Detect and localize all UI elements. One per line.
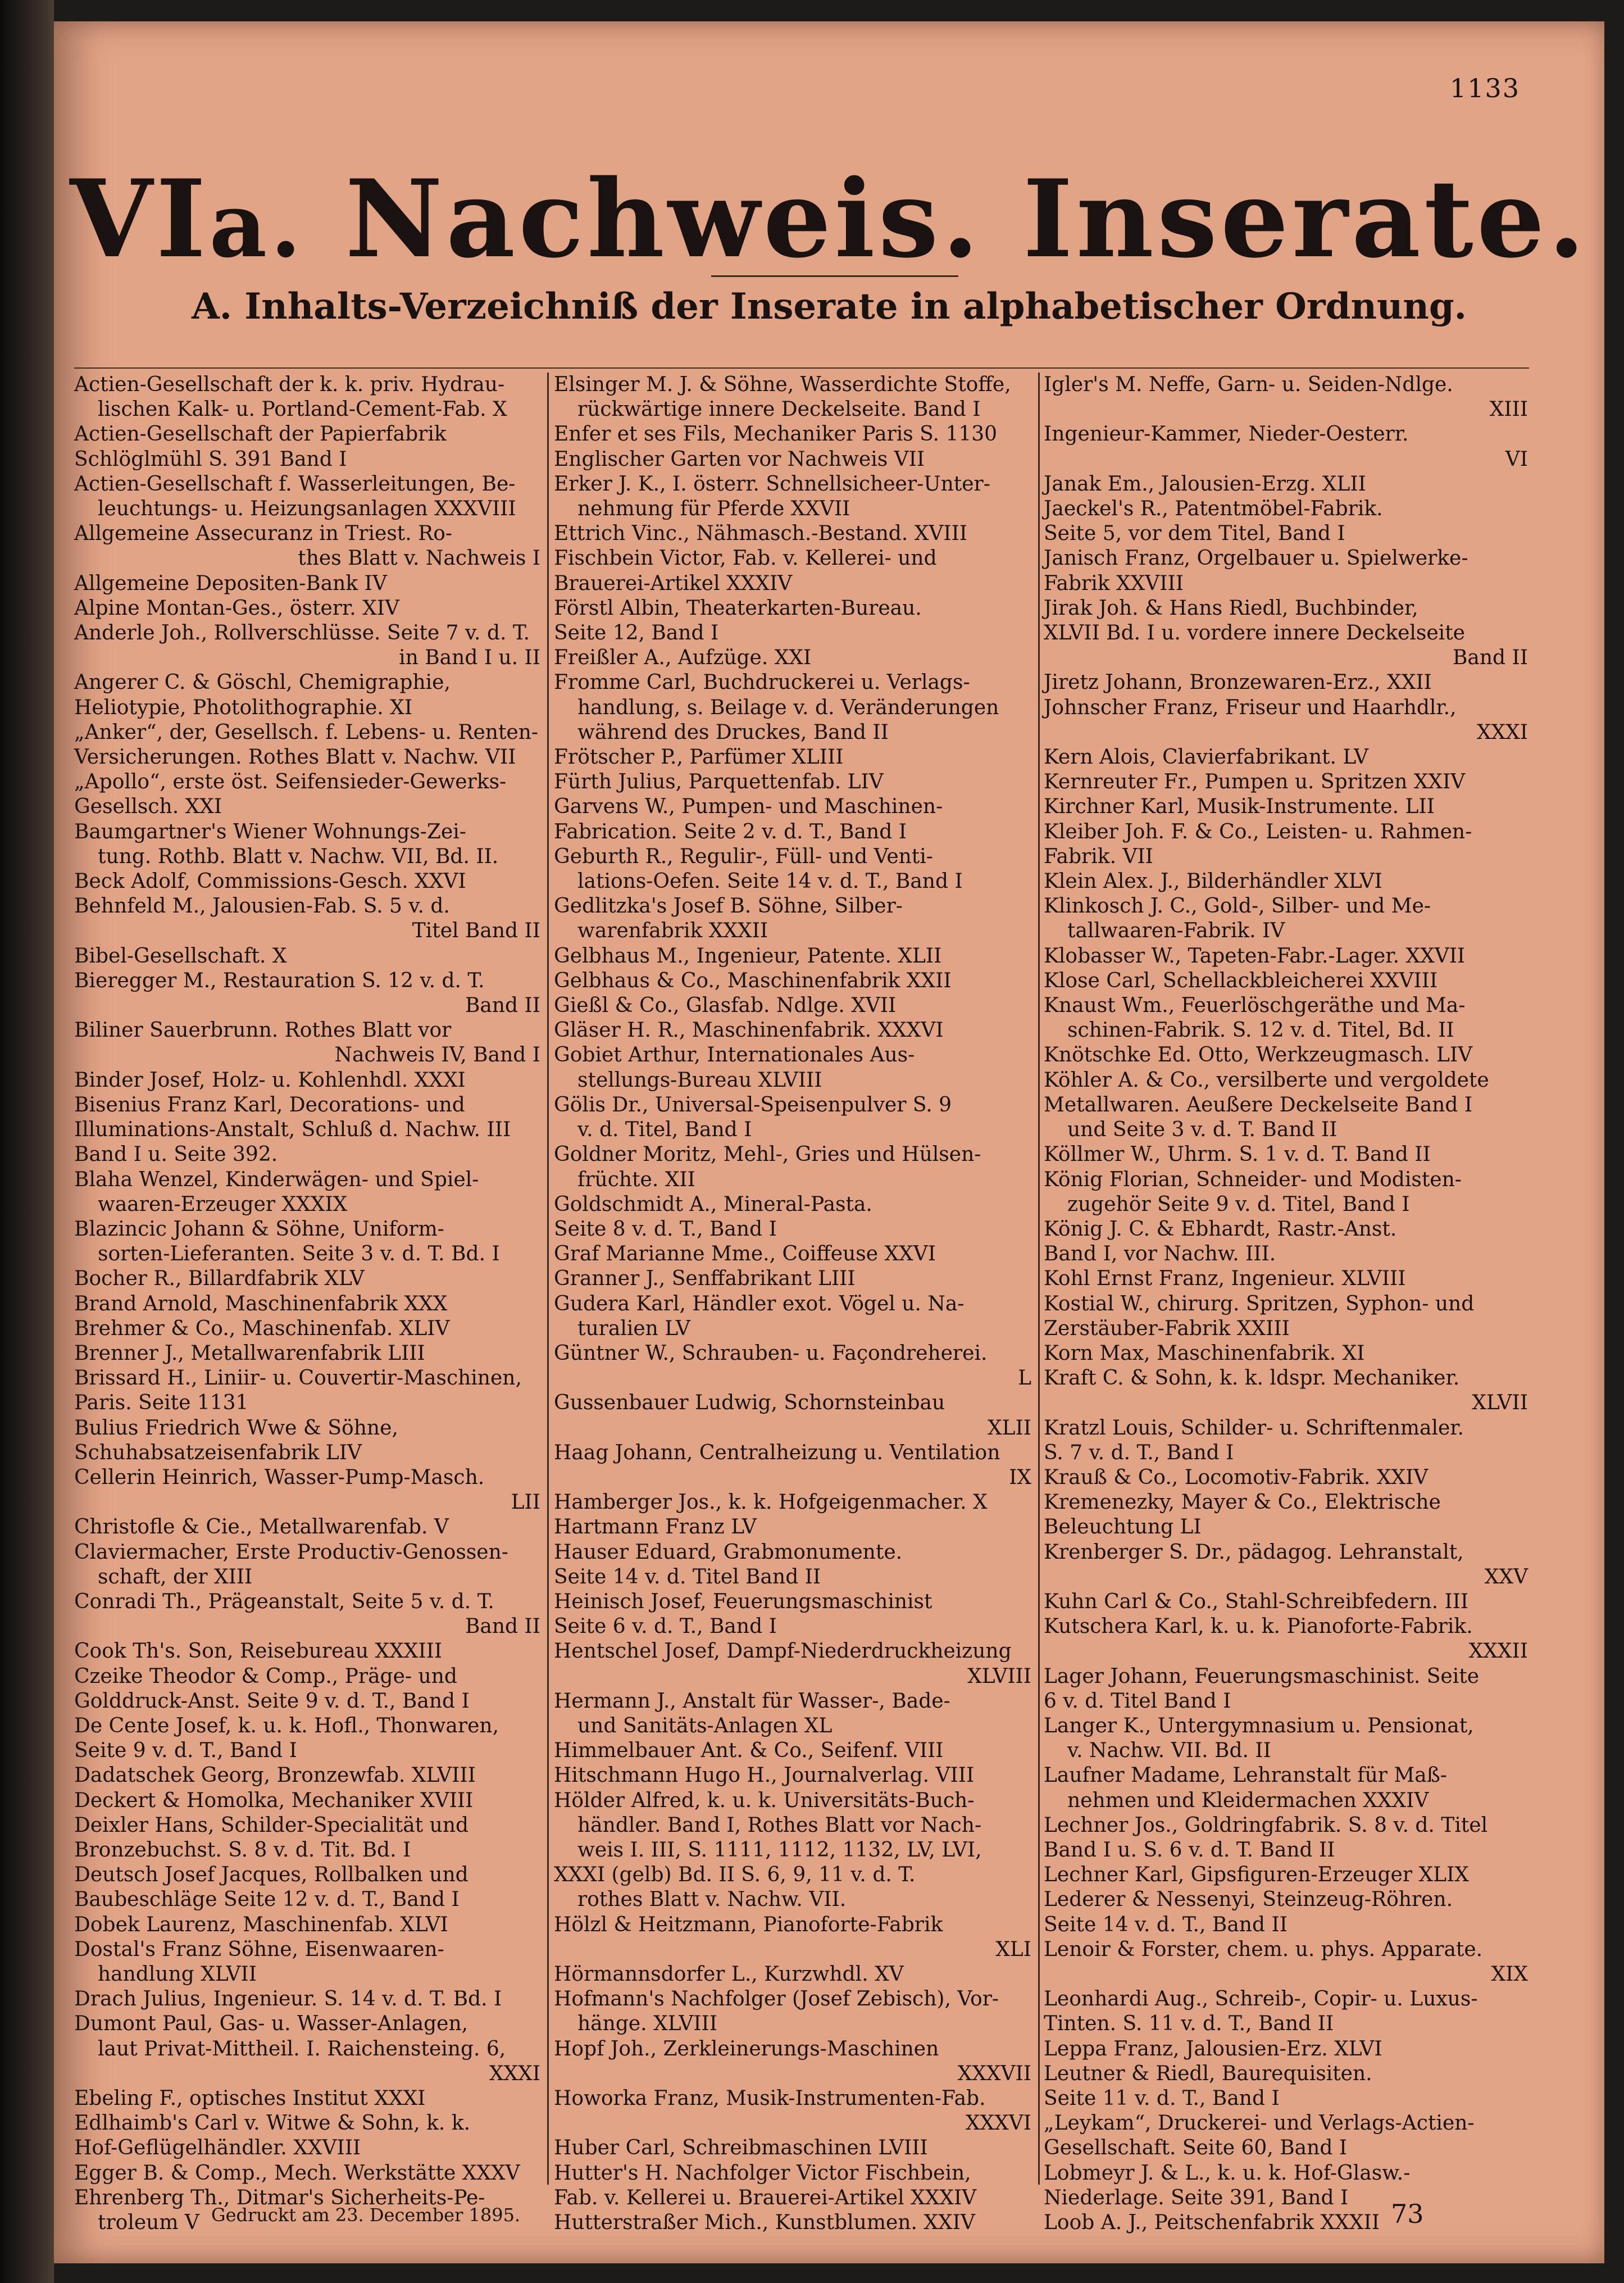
page bbox=[54, 21, 1604, 2263]
column-divider-2 bbox=[1038, 373, 1040, 2185]
index-line: Czeike Theodor & Comp., Präge- und bbox=[74, 1664, 457, 1688]
index-line: Laufner Madame, Lehranstalt für Maß- bbox=[1044, 1764, 1447, 1787]
index-line: Fabrik. VII bbox=[1044, 845, 1153, 868]
index-line: Knötschke Ed. Otto, Werkzeugmasch. LIV bbox=[1044, 1043, 1473, 1067]
index-line: waaren-Erzeuger XXXIX bbox=[98, 1192, 348, 1216]
index-line: Fürth Julius, Parquettenfab. LIV bbox=[554, 770, 884, 794]
index-line: Himmelbauer Ant. & Co., Seifenf. VIII bbox=[554, 1739, 944, 1763]
index-line: Band II bbox=[465, 1615, 540, 1639]
index-line: Klinkosch J. C., Gold-, Silber- und Me- bbox=[1044, 895, 1431, 918]
index-line: Bulius Friedrich Wwe & Söhne, bbox=[74, 1416, 398, 1440]
index-line: XXXVII bbox=[957, 2062, 1031, 2085]
index-line: Hof-Geflügelhändler. XXVIII bbox=[74, 2136, 361, 2160]
index-line: Gölis Dr., Universal-Speisenpulver S. 9 bbox=[554, 1093, 952, 1116]
index-line: Cellerin Heinrich, Wasser-Pump-Masch. bbox=[74, 1465, 485, 1489]
index-line: Jiretz Johann, Bronzewaren-Erz., XXII bbox=[1044, 671, 1432, 695]
index-line: Köllmer W., Uhrm. S. 1 v. d. T. Band II bbox=[1044, 1143, 1431, 1167]
index-line: Erker J. K., I. österr. Schnellsicheer-Unter- bbox=[554, 472, 990, 496]
index-line: weis I. III, S. 1111, 1112, 1132, LV, LVI, bbox=[577, 1838, 982, 1862]
index-line: schinen-Fabrik. S. 12 v. d. Titel, Bd. II bbox=[1067, 1019, 1454, 1042]
column-divider-1 bbox=[547, 373, 549, 2185]
index-line: Seite 9 v. d. T., Band I bbox=[74, 1739, 297, 1763]
index-line: Kraft C. & Sohn, k. k. ldspr. Mechaniker. bbox=[1044, 1367, 1460, 1390]
index-line: XLVII Bd. I u. vordere innere Deckelseite bbox=[1044, 621, 1465, 645]
index-line: Ehrenberg Th., Ditmar's Sicherheits-Pe- bbox=[74, 2186, 485, 2209]
index-line: Gläser H. R., Maschinenfabrik. XXXVI bbox=[554, 1019, 944, 1042]
index-line: während des Druckes, Band II bbox=[577, 720, 889, 744]
index-line: Gesellschaft. Seite 60, Band I bbox=[1044, 2136, 1348, 2160]
index-line: Dumont Paul, Gas- u. Wasser-Anlagen, bbox=[74, 2012, 468, 2036]
index-line: Blazincic Johann & Söhne, Uniform- bbox=[74, 1217, 444, 1241]
index-line: Illuminations-Anstalt, Schluß d. Nachw. III bbox=[74, 1118, 511, 1142]
index-line: Alpine Montan-Ges., österr. XIV bbox=[74, 596, 399, 620]
index-line: Hermann J., Anstalt für Wasser-, Bade- bbox=[554, 1689, 950, 1713]
index-line: Ettrich Vinc., Nähmasch.-Bestand. XVIII bbox=[554, 522, 968, 546]
index-line: Ingenieur-Kammer, Nieder-Oesterr. bbox=[1044, 423, 1409, 446]
index-line: Bronzebuchst. S. 8 v. d. Tit. Bd. I bbox=[74, 1838, 411, 1862]
index-line: XIII bbox=[1489, 398, 1528, 421]
index-line: XXXVI bbox=[965, 2112, 1031, 2135]
index-line: Kremenezky, Mayer & Co., Elektrische bbox=[1044, 1491, 1441, 1514]
print-date: Gedruckt am 23. December 1895. bbox=[211, 2204, 521, 2226]
index-line: Metallwaren. Aeußere Deckelseite Band I bbox=[1044, 1093, 1473, 1116]
index-line: Hörmannsdorfer L., Kurzwhdl. XV bbox=[554, 1963, 904, 1986]
index-line: VI bbox=[1505, 447, 1528, 471]
index-line: Angerer C. & Göschl, Chemigraphie, bbox=[74, 671, 451, 695]
index-line: Seite 6 v. d. T., Band I bbox=[554, 1615, 777, 1639]
index-line: nehmung für Pferde XXVII bbox=[577, 497, 850, 521]
index-line: Seite 14 v. d. Titel Band II bbox=[554, 1565, 821, 1588]
index-line: De Cente Josef, k. u. k. Hofl., Thonwaren, bbox=[74, 1714, 499, 1737]
index-line: v. Nachw. VII. Bd. II bbox=[1067, 1739, 1271, 1763]
index-line: Heinisch Josef, Feuerungsmaschinist bbox=[554, 1590, 932, 1613]
index-line: Haag Johann, Centralheizung u. Ventilation bbox=[554, 1441, 1000, 1464]
index-line: Seite 12, Band I bbox=[554, 621, 719, 645]
index-line: Bocher R., Billardfabrik XLV bbox=[74, 1267, 365, 1291]
index-line: LII bbox=[511, 1491, 540, 1514]
index-line: Güntner W., Schrauben- u. Façondreherei. bbox=[554, 1341, 988, 1365]
index-line: Seite 11 v. d. T., Band I bbox=[1044, 2087, 1280, 2110]
index-line: laut Privat-Mittheil. I. Raichensteing. 6, bbox=[98, 2037, 506, 2060]
index-line: Kern Alois, Clavierfabrikant. LV bbox=[1044, 746, 1369, 769]
index-line: Paris. Seite 1131 bbox=[74, 1391, 249, 1415]
index-line: Englischer Garten vor Nachweis VII bbox=[554, 447, 925, 471]
index-line: Tinten. S. 11 v. d. T., Band II bbox=[1044, 2012, 1334, 2036]
index-line: Knaust Wm., Feuerlöschgeräthe und Ma- bbox=[1044, 994, 1466, 1018]
index-line: Gobiet Arthur, Internationales Aus- bbox=[554, 1043, 915, 1067]
index-line: Beck Adolf, Commissions-Gesch. XXVI bbox=[74, 870, 466, 893]
index-line: Band I u. Seite 392. bbox=[74, 1143, 278, 1167]
index-line: warenfabrik XXXII bbox=[577, 919, 768, 943]
index-line: Deutsch Josef Jacques, Rollbalken und bbox=[74, 1863, 468, 1887]
index-line: sorten-Lieferanten. Seite 3 v. d. T. Bd. I bbox=[98, 1242, 500, 1266]
index-line: Brauerei-Artikel XXXIV bbox=[554, 571, 793, 595]
index-line: Drach Julius, Ingenieur. S. 14 v. d. T. Bd. I bbox=[74, 1987, 502, 2011]
index-line: Fab. v. Kellerei u. Brauerei-Artikel XXXIV bbox=[554, 2186, 977, 2209]
index-line: IX bbox=[1009, 1465, 1031, 1489]
index-line: Lobmeyr J. & L., k. u. k. Hof-Glasw.- bbox=[1044, 2161, 1411, 2185]
index-line: in Band I u. II bbox=[399, 646, 540, 670]
index-line: Janisch Franz, Orgelbauer u. Spielwerke- bbox=[1044, 547, 1468, 570]
index-line: Gelbhaus M., Ingenieur, Patente. XLII bbox=[554, 944, 942, 968]
index-line: S. 7 v. d. T., Band I bbox=[1044, 1441, 1234, 1464]
signature-mark: 73 bbox=[1391, 2199, 1424, 2229]
index-line: Schuhabsatzeisenfabrik LIV bbox=[74, 1441, 362, 1464]
index-line: Dostal's Franz Söhne, Eisenwaaren- bbox=[74, 1937, 444, 1961]
index-line: nehmen und Kleidermachen XXXIV bbox=[1067, 1789, 1429, 1812]
index-line: Band I u. S. 6 v. d. T. Band II bbox=[1044, 1838, 1335, 1862]
index-line: Klobasser W., Tapeten-Fabr.-Lager. XXVII bbox=[1044, 944, 1466, 968]
index-line: Brehmer & Co., Maschinenfab. XLIV bbox=[74, 1317, 450, 1340]
index-line: händler. Band I, Rothes Blatt vor Nach- bbox=[577, 1813, 982, 1837]
index-line: Seite 8 v. d. T., Band I bbox=[554, 1217, 777, 1241]
index-line: tung. Rothb. Blatt v. Nachw. VII, Bd. II. bbox=[98, 845, 499, 868]
index-line: Christofle & Cie., Metallwarenfab. V bbox=[74, 1515, 449, 1539]
index-line: Gesellsch. XXI bbox=[74, 795, 222, 819]
index-line: Zerstäuber-Fabrik XXIII bbox=[1044, 1317, 1290, 1340]
index-line: Köhler A. & Co., versilberte und vergoldete bbox=[1044, 1068, 1489, 1092]
index-line: Cook Th's. Son, Reisebureau XXXIII bbox=[74, 1640, 443, 1663]
index-line: Langer K., Untergymnasium u. Pensionat, bbox=[1044, 1714, 1474, 1737]
index-line: Leutner & Riedl, Baurequisiten. bbox=[1044, 2062, 1372, 2085]
index-line: Lederer & Nessenyi, Steinzeug-Röhren. bbox=[1044, 1888, 1453, 1912]
index-line: Biliner Sauerbrunn. Rothes Blatt vor bbox=[74, 1019, 452, 1042]
index-line: Bisenius Franz Karl, Decorations- und bbox=[74, 1093, 465, 1116]
index-line: Band II bbox=[1452, 646, 1528, 670]
index-line: Allgemeine Depositen-Bank IV bbox=[74, 571, 387, 595]
index-line: L bbox=[1018, 1367, 1031, 1390]
index-line: Blaha Wenzel, Kinderwägen- und Spiel- bbox=[74, 1168, 479, 1191]
index-line: XLII bbox=[988, 1416, 1031, 1440]
index-line: rückwärtige innere Deckelseite. Band I bbox=[577, 398, 981, 421]
index-line: Fabrication. Seite 2 v. d. T., Band I bbox=[554, 820, 907, 843]
index-line: Bieregger M., Restauration S. 12 v. d. T. bbox=[74, 969, 485, 992]
index-line: Graf Marianne Mme., Coiffeuse XXVI bbox=[554, 1242, 936, 1266]
index-line: Hölzl & Heitzmann, Pianoforte-Fabrik bbox=[554, 1913, 943, 1936]
index-line: Allgemeine Assecuranz in Triest. Ro- bbox=[74, 522, 453, 546]
index-line: Actien-Gesellschaft f. Wasserleitungen, Be- bbox=[74, 472, 516, 496]
index-line: Korn Max, Maschinenfabrik. XI bbox=[1044, 1341, 1365, 1365]
index-line: Förstl Albin, Theaterkarten-Bureau. bbox=[554, 596, 922, 620]
index-line: Howorka Franz, Musik-Instrumenten-Fab. bbox=[554, 2087, 986, 2110]
index-line: Baumgartner's Wiener Wohnungs-Zei- bbox=[74, 820, 466, 843]
index-line: Gedlitzka's Josef B. Söhne, Silber- bbox=[554, 895, 903, 918]
index-line: handlung, s. Beilage v. d. Veränderungen bbox=[577, 696, 999, 719]
index-line: Hutterstraßer Mich., Kunstblumen. XXIV bbox=[554, 2211, 975, 2235]
page-number: 1133 bbox=[1449, 73, 1520, 103]
index-line: „Apollo“, erste öst. Seifensieder-Gewerks- bbox=[74, 770, 507, 794]
index-line: Band II bbox=[465, 994, 540, 1018]
title-suffix: a. bbox=[209, 173, 305, 278]
index-line: XLI bbox=[995, 1937, 1031, 1961]
index-line: handlung XLVII bbox=[98, 1963, 257, 1986]
index-line: Igler's M. Neffe, Garn- u. Seiden-Ndlge. bbox=[1044, 373, 1453, 396]
index-line: Goldner Moritz, Mehl-, Gries und Hülsen- bbox=[554, 1143, 981, 1167]
index-line: Seite 5, vor dem Titel, Band I bbox=[1044, 522, 1345, 546]
index-line: Heliotypie, Photolithographie. XI bbox=[74, 696, 413, 719]
index-line: Leonhardi Aug., Schreib-, Copir- u. Luxus- bbox=[1044, 1987, 1478, 2011]
index-line: Schlöglmühl S. 391 Band I bbox=[74, 447, 347, 471]
index-line: zugehör Seite 9 v. d. Titel, Band I bbox=[1067, 1192, 1410, 1216]
index-line: troleum V bbox=[98, 2211, 199, 2235]
index-line: Lager Johann, Feuerungsmaschinist. Seite bbox=[1044, 1664, 1480, 1688]
index-line: XXXI bbox=[489, 2062, 540, 2085]
index-line: Krenberger S. Dr., pädagog. Lehranstalt, bbox=[1044, 1540, 1464, 1564]
index-line: Gussenbauer Ludwig, Schornsteinbau bbox=[554, 1391, 945, 1415]
index-line: „Anker“, der, Gesellsch. f. Lebens- u. Renten- bbox=[74, 720, 539, 744]
index-line: Janak Em., Jalousien-Erzg. XLII bbox=[1044, 472, 1366, 496]
index-line: Frötscher P., Parfümer XLIII bbox=[554, 746, 844, 769]
index-line: Bibel-Gesellschaft. X bbox=[74, 944, 287, 968]
index-line: Deixler Hans, Schilder-Specialität und bbox=[74, 1813, 469, 1837]
index-line: Kleiber Joh. F. & Co., Leisten- u. Rahmen- bbox=[1044, 820, 1472, 843]
index-line: Hartmann Franz LV bbox=[554, 1515, 757, 1539]
index-line: Claviermacher, Erste Productiv-Genossen- bbox=[74, 1540, 508, 1564]
index-line: Golddruck-Anst. Seite 9 v. d. T., Band I bbox=[74, 1689, 470, 1713]
index-line: lations-Oefen. Seite 14 v. d. T., Band I bbox=[577, 870, 963, 893]
index-line: Hofmann's Nachfolger (Josef Zebisch), Vor- bbox=[554, 1987, 999, 2011]
index-line: Lechner Karl, Gipsfiguren-Erzeuger XLIX bbox=[1044, 1863, 1469, 1887]
index-line: Brenner J., Metallwarenfabrik LIII bbox=[74, 1341, 425, 1365]
index-line: Binder Josef, Holz- u. Kohlenhdl. XXXI bbox=[74, 1068, 466, 1092]
index-line: Lenoir & Forster, chem. u. phys. Apparate. bbox=[1044, 1937, 1483, 1961]
index-line: „Leykam“, Druckerei- und Verlags-Actien- bbox=[1044, 2112, 1475, 2135]
index-line: Loob A. J., Peitschenfabrik XXXII bbox=[1044, 2211, 1380, 2235]
index-line: Fabrik XXVIII bbox=[1044, 571, 1184, 595]
index-line: Actien-Gesellschaft der k. k. priv. Hydrau- bbox=[74, 373, 505, 396]
header-rule bbox=[74, 367, 1529, 369]
index-line: Klein Alex. J., Bilderhändler XLVI bbox=[1044, 870, 1382, 893]
index-line: Actien-Gesellschaft der Papierfabrik bbox=[74, 423, 447, 446]
index-line: Jaeckel's R., Patentmöbel-Fabrik. bbox=[1044, 497, 1383, 521]
index-line: Gelbhaus & Co., Maschinenfabrik XXII bbox=[554, 969, 952, 992]
index-line: Krauß & Co., Locomotiv-Fabrik. XXIV bbox=[1044, 1465, 1429, 1489]
index-line: XIX bbox=[1491, 1963, 1528, 1986]
index-line: Hauser Eduard, Grabmonumente. bbox=[554, 1540, 903, 1564]
index-line: Kostial W., chirurg. Spritzen, Syphon- und bbox=[1044, 1292, 1475, 1315]
index-line: Gudera Karl, Händler exot. Vögel u. Na- bbox=[554, 1292, 965, 1315]
index-line: Granner J., Senffabrikant LIII bbox=[554, 1267, 856, 1291]
index-line: XXXI bbox=[1476, 720, 1528, 744]
index-line: XXV bbox=[1484, 1565, 1528, 1588]
book-binding bbox=[0, 0, 54, 2283]
index-line: Conradi Th., Prägeanstalt, Seite 5 v. d. T. bbox=[74, 1590, 494, 1613]
index-line: XXXI (gelb) Bd. II S. 6, 9, 11 v. d. T. bbox=[554, 1863, 916, 1887]
index-line: Enfer et ses Fils, Mechaniker Paris S. 1130 bbox=[554, 423, 998, 446]
page-title bbox=[54, 156, 1604, 282]
column-2 bbox=[554, 373, 1031, 2235]
index-line: Kratzl Louis, Schilder- u. Schriftenmaler. bbox=[1044, 1416, 1464, 1440]
index-line: Freißler A., Aufzüge. XXI bbox=[554, 646, 812, 670]
index-line: früchte. XII bbox=[577, 1168, 695, 1191]
title-text: Nachweis. Inserate. bbox=[345, 156, 1589, 282]
index-line: Geburth R., Regulir-, Füll- und Venti- bbox=[554, 845, 933, 868]
index-line: Nachweis IV, Band I bbox=[334, 1043, 540, 1067]
index-line: 6 v. d. Titel Band I bbox=[1044, 1689, 1231, 1713]
index-line: hänge. XLVIII bbox=[577, 2012, 717, 2036]
index-line: Hentschel Josef, Dampf-Niederdruckheizung bbox=[554, 1640, 1012, 1663]
index-line: Hitschmann Hugo H., Journalverlag. VIII bbox=[554, 1764, 975, 1787]
index-line: tallwaaren-Fabrik. IV bbox=[1067, 919, 1285, 943]
index-line: Gießl & Co., Glasfab. Ndlge. XVII bbox=[554, 994, 897, 1018]
index-line: Huber Carl, Schreibmaschinen LVIII bbox=[554, 2136, 928, 2160]
index-line: lischen Kalk- u. Portland-Cement-Fab. X bbox=[98, 398, 507, 421]
index-line: v. d. Titel, Band I bbox=[577, 1118, 752, 1142]
index-line: König Florian, Schneider- und Modisten- bbox=[1044, 1168, 1462, 1191]
index-line: XLVIII bbox=[967, 1664, 1031, 1688]
index-line: Hölder Alfred, k. u. k. Universitäts-Buch- bbox=[554, 1789, 975, 1812]
index-line: Seite 14 v. d. T., Band II bbox=[1044, 1913, 1288, 1936]
index-line: turalien LV bbox=[577, 1317, 690, 1340]
index-line: Jirak Joh. & Hans Riedl, Buchbinder, bbox=[1044, 596, 1418, 620]
index-line: Brand Arnold, Maschinenfabrik XXX bbox=[74, 1292, 448, 1315]
index-line: Kuhn Carl & Co., Stahl-Schreibfedern. III bbox=[1044, 1590, 1469, 1613]
index-line: Garvens W., Pumpen- und Maschinen- bbox=[554, 795, 943, 819]
index-line: Versicherungen. Rothes Blatt v. Nachw. VII bbox=[74, 746, 516, 769]
index-line: Johnscher Franz, Friseur und Haarhdlr., bbox=[1044, 696, 1457, 719]
index-line: Hamberger Jos., k. k. Hofgeigenmacher. X bbox=[554, 1491, 988, 1514]
index-line: Fromme Carl, Buchdruckerei u. Verlags- bbox=[554, 671, 970, 695]
index-line: Deckert & Homolka, Mechaniker XVIII bbox=[74, 1789, 474, 1812]
subtitle: A. Inhalts-Verzeichniß der Inserate in alphabetischer Ordnung. bbox=[192, 285, 1467, 328]
index-line: Klose Carl, Schellackbleicherei XXVIII bbox=[1044, 969, 1438, 992]
index-line: schaft, der XIII bbox=[98, 1565, 253, 1588]
title-rule bbox=[711, 275, 958, 277]
index-line: Ebeling F., optisches Institut XXXI bbox=[74, 2087, 426, 2110]
index-line: Hopf Joh., Zerkleinerungs-Maschinen bbox=[554, 2037, 939, 2060]
index-line: Lechner Jos., Goldringfabrik. S. 8 v. d. Titel bbox=[1044, 1813, 1488, 1837]
index-line: Kirchner Karl, Musik-Instrumente. LII bbox=[1044, 795, 1435, 819]
index-line: und Sanitäts-Anlagen XL bbox=[577, 1714, 833, 1737]
index-line: rothes Blatt v. Nachw. VII. bbox=[577, 1888, 847, 1912]
index-line: XLVII bbox=[1472, 1391, 1528, 1415]
index-line: König J. C. & Ebhardt, Rastr.-Anst. bbox=[1044, 1217, 1397, 1241]
index-line: Beleuchtung LI bbox=[1044, 1515, 1202, 1539]
index-line: Anderle Joh., Rollverschlüsse. Seite 7 v. d. T. bbox=[74, 621, 530, 645]
index-line: Goldschmidt A., Mineral-Pasta. bbox=[554, 1192, 872, 1216]
index-line: Brissard H., Liniir- u. Couvertir-Maschinen, bbox=[74, 1367, 522, 1390]
title-roman: VI bbox=[70, 156, 210, 282]
index-line: Elsinger M. J. & Söhne, Wasserdichte Stoffe, bbox=[554, 373, 1011, 396]
index-line: XXXII bbox=[1468, 1640, 1528, 1663]
index-line: Titel Band II bbox=[412, 919, 540, 943]
index-line: Hutter's H. Nachfolger Victor Fischbein, bbox=[554, 2161, 971, 2185]
index-line: stellungs-Bureau XLVIII bbox=[577, 1068, 822, 1092]
index-line: Dadatschek Georg, Bronzewfab. XLVIII bbox=[74, 1764, 476, 1787]
index-line: Behnfeld M., Jalousien-Fab. S. 5 v. d. bbox=[74, 895, 450, 918]
index-line: Kutschera Karl, k. u. k. Pianoforte-Fabrik. bbox=[1044, 1615, 1473, 1639]
index-line: Fischbein Victor, Fab. v. Kellerei- und bbox=[554, 547, 937, 570]
index-line: Leppa Franz, Jalousien-Erz. XLVI bbox=[1044, 2037, 1382, 2060]
index-line: leuchtungs- u. Heizungsanlagen XXXVIII bbox=[98, 497, 516, 521]
index-line: Baubeschläge Seite 12 v. d. T., Band I bbox=[74, 1888, 460, 1912]
index-line: Dobek Laurenz, Maschinenfab. XLVI bbox=[74, 1913, 448, 1936]
index-line: thes Blatt v. Nachweis I bbox=[298, 547, 540, 570]
index-line: Edlhaimb's Carl v. Witwe & Sohn, k. k. bbox=[74, 2112, 471, 2135]
index-line: und Seite 3 v. d. T. Band II bbox=[1067, 1118, 1338, 1142]
index-line: Niederlage. Seite 391, Band I bbox=[1044, 2186, 1349, 2209]
index-line: Kohl Ernst Franz, Ingenieur. XLVIII bbox=[1044, 1267, 1406, 1291]
index-line: Kernreuter Fr., Pumpen u. Spritzen XXIV bbox=[1044, 770, 1466, 794]
index-line: Egger B. & Comp., Mech. Werkstätte XXXV bbox=[74, 2161, 520, 2185]
index-line: Band I, vor Nachw. III. bbox=[1044, 1242, 1276, 1266]
